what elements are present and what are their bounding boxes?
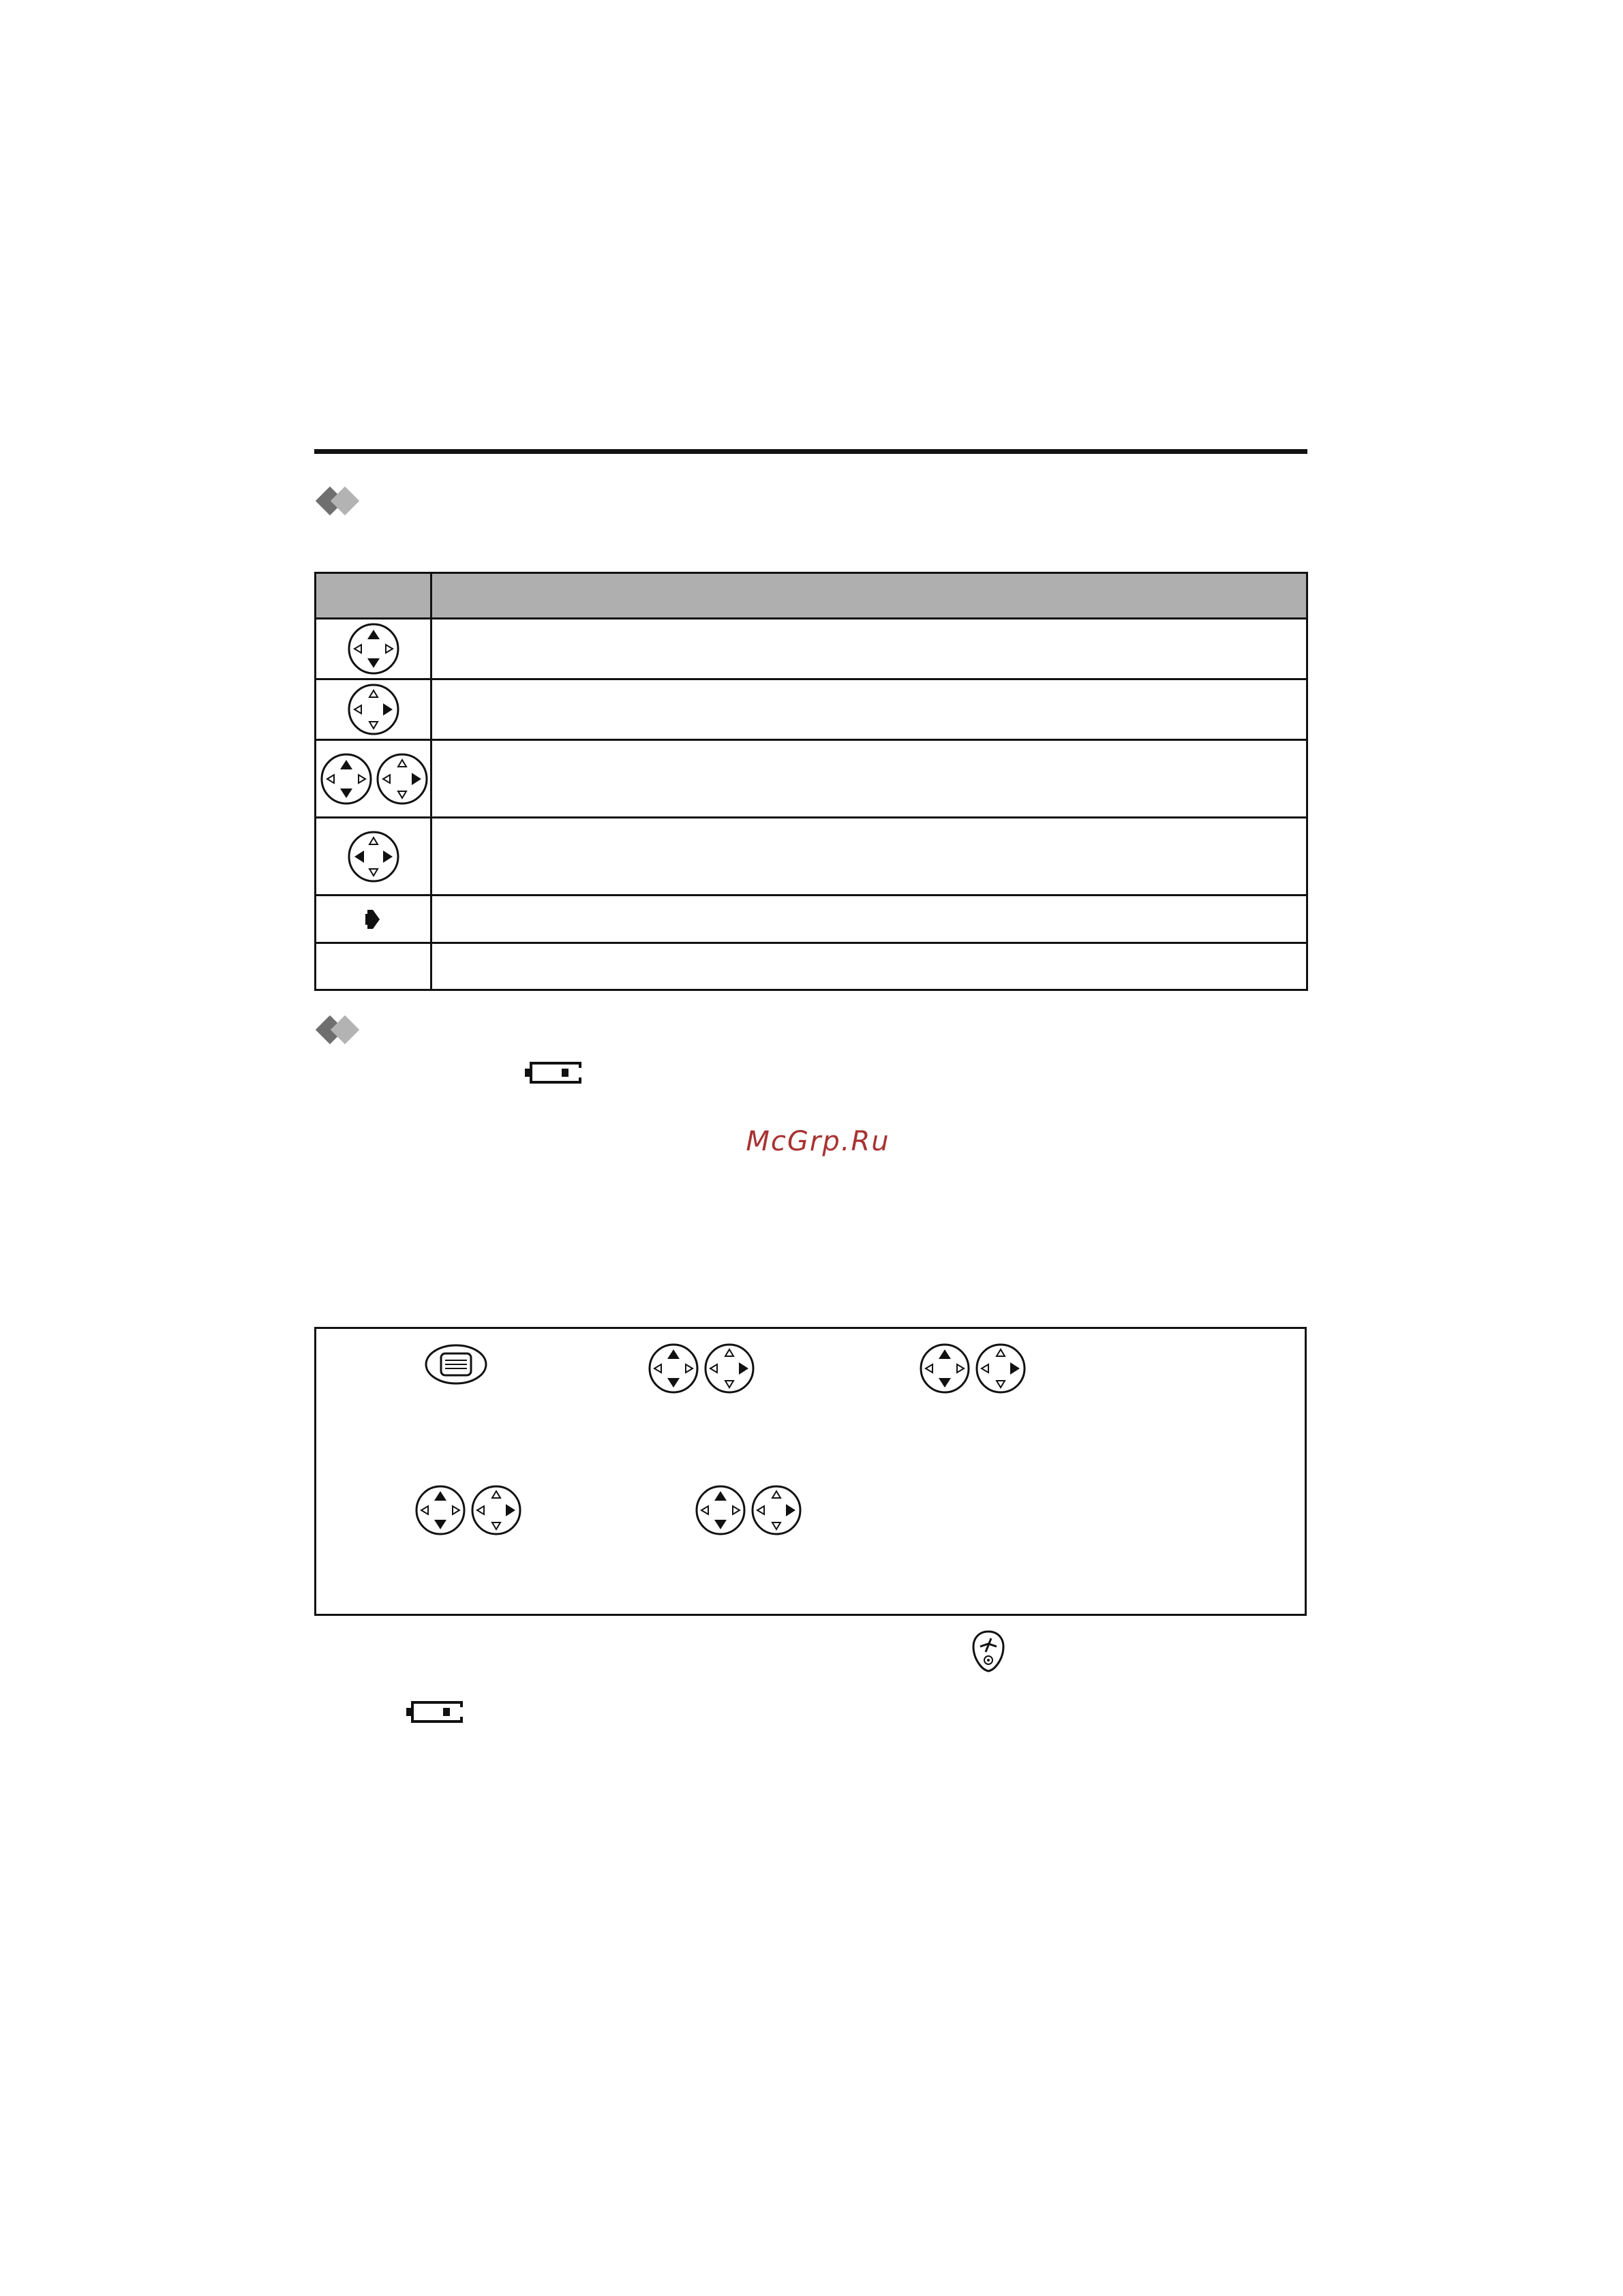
table-row bbox=[316, 896, 1307, 943]
navi-key-up-down-right-icon bbox=[316, 740, 431, 818]
table-row bbox=[316, 818, 1307, 896]
navi-key-pair-icon bbox=[695, 1483, 806, 1537]
table-header-row bbox=[316, 573, 1307, 619]
row-meaning bbox=[431, 679, 1307, 740]
navi-key-pair-icon bbox=[648, 1341, 759, 1396]
header-meaning bbox=[431, 573, 1307, 619]
navi-key-up-down-icon bbox=[316, 619, 431, 679]
table-row bbox=[316, 619, 1307, 679]
battery-low-icon bbox=[406, 1700, 465, 1724]
row-meaning bbox=[431, 619, 1307, 679]
navi-key-pair-icon bbox=[414, 1483, 526, 1537]
table-row bbox=[316, 943, 1307, 990]
navi-key-right-icon bbox=[316, 679, 431, 740]
procedure-box bbox=[314, 1327, 1307, 1616]
table-row bbox=[316, 679, 1307, 740]
empty-symbol-cell bbox=[316, 943, 431, 990]
arrow-step-icon bbox=[316, 896, 431, 943]
header-symbol bbox=[316, 573, 431, 619]
battery-low-icon bbox=[525, 1060, 583, 1085]
section-marker-diamonds-icon bbox=[316, 485, 370, 519]
top-rule bbox=[314, 449, 1307, 454]
row-meaning bbox=[431, 740, 1307, 818]
watermark-text: McGrp.Ru bbox=[746, 1126, 890, 1157]
row-meaning bbox=[431, 818, 1307, 896]
navi-key-pair-icon bbox=[919, 1341, 1031, 1396]
section-marker-diamonds-icon bbox=[316, 1014, 370, 1048]
row-meaning bbox=[431, 943, 1307, 990]
symbol-legend-table bbox=[314, 572, 1308, 991]
row-meaning bbox=[431, 896, 1307, 943]
menu-key-icon bbox=[423, 1343, 489, 1386]
table-row bbox=[316, 740, 1307, 818]
off-key-icon bbox=[971, 1629, 1006, 1674]
navi-key-left-right-icon bbox=[316, 818, 431, 896]
